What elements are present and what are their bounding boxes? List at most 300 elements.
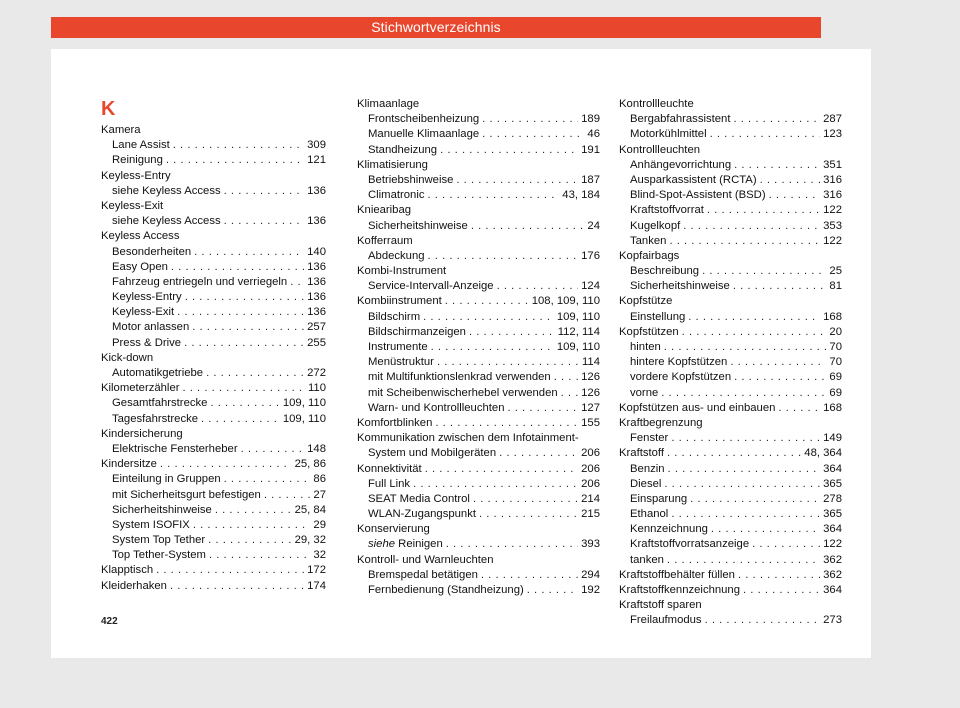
index-entry-term: Kombiinstrument bbox=[357, 295, 442, 308]
dot-leader bbox=[690, 492, 820, 507]
index-entry-term: Kontrollleuchte bbox=[619, 98, 694, 110]
index-entry-term: WLAN-Zugangspunkt bbox=[368, 508, 476, 521]
dot-leader bbox=[743, 583, 820, 598]
dot-leader bbox=[669, 234, 820, 249]
index-entry-term: Klimatisierung bbox=[357, 158, 428, 171]
index-entry bbox=[101, 396, 326, 411]
index-heading bbox=[101, 229, 326, 244]
index-entry bbox=[619, 537, 842, 552]
index-entry bbox=[101, 412, 326, 427]
index-entry bbox=[619, 219, 842, 234]
index-entry-term: System und Mobilgeräten bbox=[368, 447, 497, 460]
index-entry-page: 114 bbox=[581, 356, 600, 369]
index-entry-term: Kraftstoff sparen bbox=[619, 599, 702, 612]
dot-leader bbox=[473, 492, 578, 507]
index-entry bbox=[619, 370, 842, 385]
index-entry-page: 215 bbox=[581, 508, 600, 521]
index-column-3 bbox=[619, 97, 842, 629]
index-entry-page: 122 bbox=[823, 204, 842, 217]
index-entry-term: Motor anlassen bbox=[112, 321, 190, 334]
index-heading bbox=[357, 522, 600, 537]
index-entry bbox=[101, 320, 326, 335]
index-entry bbox=[101, 245, 326, 260]
dot-leader bbox=[778, 401, 820, 416]
index-entry-page: 278 bbox=[823, 492, 842, 505]
index-entry-page: 109, 110 bbox=[282, 397, 326, 410]
dot-leader bbox=[185, 290, 304, 305]
index-entry bbox=[101, 503, 326, 518]
index-entry-term: Bildschirmanzeigen bbox=[368, 325, 466, 338]
index-heading bbox=[101, 351, 326, 366]
index-entry-term: Komfortblinken bbox=[357, 416, 433, 429]
index-entry-term: Abdeckung bbox=[368, 249, 425, 262]
index-entry-term: Bildschirm bbox=[368, 310, 421, 323]
index-entry-page: 255 bbox=[307, 336, 326, 349]
index-entry bbox=[619, 583, 842, 598]
index-entry-term: Kraftstoff bbox=[619, 447, 664, 460]
index-entry-page: 136 bbox=[307, 260, 326, 273]
dot-leader bbox=[440, 143, 578, 158]
dot-leader bbox=[166, 153, 304, 168]
index-entry-term: Ausparkassistent (RCTA) bbox=[630, 173, 757, 186]
index-entry-page: 272 bbox=[307, 367, 326, 379]
index-entry-term: Press & Drive bbox=[112, 336, 182, 349]
index-entry bbox=[619, 401, 842, 416]
index-entry-page: 364 bbox=[823, 584, 842, 596]
index-heading bbox=[101, 199, 326, 214]
index-heading bbox=[619, 143, 842, 158]
dot-leader bbox=[170, 579, 304, 594]
page-number: 422 bbox=[101, 616, 118, 627]
dot-leader bbox=[671, 507, 820, 522]
index-entry-term: Menüstruktur bbox=[368, 356, 434, 369]
dot-leader bbox=[193, 518, 311, 533]
index-entry bbox=[619, 310, 842, 325]
index-heading bbox=[357, 97, 600, 112]
dot-leader bbox=[445, 294, 529, 309]
index-entry-page: 32 bbox=[313, 549, 326, 562]
index-entry-term: System Top Tether bbox=[112, 534, 206, 547]
dot-leader bbox=[431, 340, 554, 355]
dot-leader bbox=[209, 548, 310, 563]
index-entry-term: Kniearibag bbox=[357, 204, 412, 217]
index-heading bbox=[619, 416, 842, 431]
index-entry-term: Kilometerzähler bbox=[101, 382, 180, 395]
index-entry-page: 46 bbox=[587, 128, 600, 141]
index-entry-page: 25 bbox=[829, 265, 842, 278]
index-entry-term: Keyless Access bbox=[101, 230, 180, 243]
index-entry-page: 70 bbox=[829, 341, 842, 353]
index-entry-page: 206 bbox=[581, 477, 600, 490]
index-entry-term: Climatronic bbox=[368, 189, 425, 202]
index-entry-page: 69 bbox=[829, 386, 842, 399]
index-entry-term: mit Scheibenwischerhebel verwenden bbox=[368, 386, 558, 399]
dot-leader bbox=[428, 188, 560, 203]
index-entry-term: Kopfstütze bbox=[619, 295, 673, 308]
index-entry-term: Lane Assist bbox=[112, 139, 170, 152]
index-entry bbox=[357, 446, 600, 461]
index-entry-term: Kleiderhaken bbox=[101, 579, 167, 592]
index-entry-term: Freilaufmodus bbox=[630, 614, 702, 627]
index-entry bbox=[619, 446, 842, 461]
index-entry-term: Ethanol bbox=[630, 508, 669, 521]
index-entry-term: Kraftstoffbehälter füllen bbox=[619, 568, 735, 581]
dot-leader bbox=[705, 613, 821, 628]
index-entry-term: Reinigung bbox=[112, 154, 163, 167]
index-entry-term: Kontroll- und Warnleuchten bbox=[357, 553, 494, 566]
index-entry bbox=[101, 548, 326, 563]
index-entry-term: Klapptisch bbox=[101, 564, 154, 577]
index-entry-page: 122 bbox=[823, 234, 842, 247]
index-entry-term: Kindersicherung bbox=[101, 427, 183, 440]
dot-leader bbox=[290, 275, 304, 290]
index-entry-term: siehe Keyless Access bbox=[112, 184, 221, 197]
index-entry-page: 127 bbox=[581, 401, 600, 414]
index-entry-page: 189 bbox=[581, 113, 600, 126]
dot-leader bbox=[469, 325, 555, 340]
index-entry-term: Easy Open bbox=[112, 260, 168, 273]
index-entry-term: Kennzeichnung bbox=[630, 523, 708, 536]
index-entry-page: 25, 84 bbox=[294, 503, 326, 516]
dot-leader bbox=[160, 457, 292, 472]
dot-leader bbox=[456, 173, 578, 188]
index-entry-term: Betriebshinweise bbox=[368, 173, 454, 186]
index-entry-term: Service-Intervall-Anzeige bbox=[368, 280, 494, 293]
index-entry-page: 86 bbox=[313, 473, 326, 486]
index-entry-page: 70 bbox=[829, 356, 842, 369]
dot-leader bbox=[194, 245, 304, 260]
index-entry-term: Fernbedienung (Standheizung) bbox=[368, 584, 524, 596]
index-entry-page: 109, 110 bbox=[556, 341, 600, 353]
index-entry-page: 393 bbox=[581, 538, 600, 551]
dot-leader bbox=[224, 184, 305, 199]
dot-leader bbox=[423, 310, 554, 325]
index-entry-page: 148 bbox=[307, 442, 326, 455]
dot-leader bbox=[224, 472, 311, 487]
index-entry-page: 43, 184 bbox=[562, 189, 600, 202]
dot-leader bbox=[710, 127, 821, 142]
index-entry-page: 206 bbox=[581, 447, 600, 460]
dot-leader bbox=[208, 533, 291, 548]
dot-leader bbox=[184, 336, 304, 351]
index-heading bbox=[357, 553, 600, 568]
index-entry-page: 364 bbox=[823, 523, 842, 536]
index-entry-term: Warn- und Kontrollleuchten bbox=[368, 401, 505, 414]
index-entry bbox=[101, 336, 326, 351]
index-entry bbox=[357, 340, 600, 355]
index-entry-term: vorne bbox=[630, 386, 659, 399]
index-entry-page: 140 bbox=[307, 245, 326, 258]
dot-leader bbox=[192, 320, 304, 335]
index-entry-page: 108, 109, 110 bbox=[531, 295, 600, 308]
index-entry bbox=[619, 355, 842, 370]
index-entry-page: 206 bbox=[581, 462, 600, 475]
index-entry-page: 155 bbox=[581, 416, 600, 429]
index-entry bbox=[101, 275, 326, 290]
index-entry-term: tanken bbox=[630, 553, 664, 566]
index-entry bbox=[619, 613, 842, 628]
dot-leader bbox=[760, 173, 821, 188]
index-entry-term: Kommunikation zwischen dem Infotainment- bbox=[357, 432, 579, 445]
index-entry-term: Diesel bbox=[630, 477, 662, 490]
index-entry-term: Standheizung bbox=[368, 143, 438, 156]
dot-leader bbox=[499, 446, 578, 461]
index-entry-term: Kraftbegrenzung bbox=[619, 416, 703, 429]
index-entry-term: Manuelle Klimaanlage bbox=[368, 128, 480, 141]
index-entry-term: Kamera bbox=[101, 124, 141, 136]
index-entry bbox=[619, 340, 842, 355]
index-entry-term: Fahrzeug entriegeln und verriegeln bbox=[112, 275, 288, 288]
dot-leader bbox=[241, 442, 305, 457]
index-entry-term: Kombi-Instrument bbox=[357, 265, 447, 278]
index-entry-page: 109, 110 bbox=[282, 412, 326, 425]
index-entry-page: 351 bbox=[823, 158, 842, 171]
dot-leader bbox=[177, 305, 304, 320]
index-entry-term: Keyless-Exit bbox=[112, 306, 175, 319]
index-entry bbox=[619, 158, 842, 173]
index-entry bbox=[357, 249, 600, 264]
index-heading bbox=[101, 169, 326, 184]
index-entry bbox=[357, 112, 600, 127]
index-entry-term: Keyless-Exit bbox=[101, 199, 164, 212]
index-entry bbox=[357, 310, 600, 325]
dot-leader bbox=[711, 522, 820, 537]
index-entry-term: siehe Keyless Access bbox=[112, 215, 221, 228]
index-entry bbox=[619, 264, 842, 279]
dot-leader bbox=[554, 370, 578, 385]
index-entry-term: Bergabfahrassistent bbox=[630, 113, 731, 126]
index-entry bbox=[101, 563, 326, 578]
index-entry bbox=[357, 386, 600, 401]
index-entry bbox=[619, 507, 842, 522]
dot-leader bbox=[769, 188, 821, 203]
index-entry-text: Reinigen bbox=[398, 538, 443, 551]
index-entry-term: Konnektivität bbox=[357, 462, 422, 475]
index-entry-term: SEAT Media Control bbox=[368, 492, 470, 505]
index-entry-page: 122 bbox=[823, 538, 842, 551]
index-page bbox=[51, 49, 871, 658]
index-entry-page: 172 bbox=[307, 564, 326, 577]
index-entry-page: 257 bbox=[307, 321, 326, 334]
index-entry-term: Kick-down bbox=[101, 351, 154, 364]
dot-leader bbox=[733, 112, 820, 127]
index-entry bbox=[357, 294, 600, 309]
index-entry bbox=[619, 386, 842, 401]
index-entry-term: Besonderheiten bbox=[112, 245, 192, 258]
index-entry-term: Kopfstützen aus- und einbauen bbox=[619, 401, 776, 414]
index-entry-term: Kofferraum bbox=[357, 234, 413, 247]
index-entry bbox=[357, 325, 600, 340]
index-entry-page: 364 bbox=[823, 462, 842, 475]
index-heading bbox=[357, 158, 600, 173]
dot-leader bbox=[734, 370, 826, 385]
index-entry bbox=[619, 431, 842, 446]
index-heading bbox=[619, 294, 842, 309]
dot-leader bbox=[471, 219, 585, 234]
index-heading bbox=[619, 249, 842, 264]
dot-leader bbox=[734, 158, 820, 173]
index-entry bbox=[619, 234, 842, 249]
index-entry-page: 365 bbox=[823, 477, 842, 490]
dot-leader bbox=[561, 386, 578, 401]
index-entry bbox=[357, 173, 600, 188]
index-entry-term: Klimaanlage bbox=[357, 98, 420, 110]
index-entry bbox=[101, 579, 326, 594]
dot-leader bbox=[664, 340, 827, 355]
dot-leader bbox=[224, 214, 305, 229]
index-entry-term: Sicherheitshinweise bbox=[368, 219, 468, 232]
index-entry-term: Kontrollleuchten bbox=[619, 143, 701, 156]
index-entry-page: 123 bbox=[823, 128, 842, 141]
index-entry-term: Bremspedal betätigen bbox=[368, 568, 478, 581]
index-entry bbox=[619, 325, 842, 340]
dot-leader bbox=[730, 355, 826, 370]
index-entry bbox=[101, 184, 326, 199]
index-entry bbox=[619, 477, 842, 492]
dot-leader bbox=[507, 401, 578, 416]
index-entry-term: Anhängevorrichtung bbox=[630, 158, 732, 171]
dot-leader bbox=[206, 366, 304, 381]
dot-leader bbox=[738, 568, 820, 583]
index-entry-term: Kopfstützen bbox=[619, 325, 679, 338]
index-entry-page: 192 bbox=[581, 584, 600, 596]
index-entry bbox=[619, 492, 842, 507]
index-entry-page: 353 bbox=[823, 219, 842, 232]
index-entry-term: Automatikgetriebe bbox=[112, 367, 204, 379]
index-entry bbox=[101, 290, 326, 305]
dot-leader bbox=[428, 249, 579, 264]
dot-leader bbox=[156, 563, 304, 578]
index-entry bbox=[101, 366, 326, 381]
index-entry bbox=[101, 381, 326, 396]
index-entry bbox=[357, 537, 600, 552]
index-entry bbox=[619, 522, 842, 537]
index-column-1 bbox=[101, 123, 326, 594]
index-entry bbox=[619, 188, 842, 203]
index-entry-page: 24 bbox=[587, 219, 600, 232]
index-heading bbox=[101, 427, 326, 442]
dot-leader bbox=[688, 310, 820, 325]
index-entry-term: Kopfairbags bbox=[619, 249, 680, 262]
index-entry bbox=[619, 127, 842, 142]
index-entry bbox=[101, 472, 326, 487]
index-entry bbox=[101, 305, 326, 320]
index-entry-term: mit Multifunktionslenkrad verwenden bbox=[368, 371, 551, 384]
index-entry-term: vordere Kopfstützen bbox=[630, 371, 732, 384]
index-entry-page: 29 bbox=[313, 518, 326, 531]
dot-leader bbox=[264, 488, 311, 503]
dot-leader bbox=[201, 412, 280, 427]
index-entry-page: 214 bbox=[581, 492, 600, 505]
index-entry bbox=[101, 518, 326, 533]
index-entry bbox=[357, 416, 600, 431]
index-entry bbox=[619, 553, 842, 568]
index-entry-page: 112, 114 bbox=[557, 325, 600, 338]
index-entry-page: 81 bbox=[829, 280, 842, 293]
index-entry-term: Instrumente bbox=[368, 341, 428, 353]
index-entry bbox=[101, 138, 326, 153]
index-entry-term: Kraftstoffkennzeichnung bbox=[619, 584, 741, 596]
dot-leader bbox=[667, 553, 820, 568]
dot-leader bbox=[733, 279, 827, 294]
index-entry bbox=[357, 462, 600, 477]
index-entry-page: 136 bbox=[307, 275, 326, 288]
index-entry-term: mit Sicherheitsgurt befestigen bbox=[112, 488, 261, 501]
index-entry-page: 294 bbox=[581, 568, 600, 581]
index-entry bbox=[357, 370, 600, 385]
index-entry-page: 126 bbox=[581, 386, 600, 399]
index-entry-page: 316 bbox=[823, 189, 842, 202]
index-entry-term: Einstellung bbox=[630, 310, 686, 323]
dot-leader bbox=[671, 431, 820, 446]
index-entry-page: 149 bbox=[823, 432, 842, 445]
index-entry-term: Fenster bbox=[630, 432, 669, 445]
dot-leader bbox=[182, 381, 305, 396]
index-entry bbox=[357, 219, 600, 234]
index-entry-term: System ISOFIX bbox=[112, 518, 190, 531]
index-entry-term: Kugelkopf bbox=[630, 219, 681, 232]
index-entry-page: 121 bbox=[307, 154, 326, 167]
index-heading bbox=[619, 598, 842, 613]
index-entry bbox=[357, 127, 600, 142]
index-entry-term: hintere Kopfstützen bbox=[630, 356, 728, 369]
index-entry-page: 126 bbox=[581, 371, 600, 384]
index-entry-page: 136 bbox=[307, 184, 326, 197]
index-entry-page: 362 bbox=[823, 553, 842, 566]
dot-leader bbox=[683, 219, 820, 234]
index-heading bbox=[357, 431, 600, 446]
index-entry-page: 109, 110 bbox=[556, 310, 600, 323]
index-entry-term: Einsparung bbox=[630, 492, 688, 505]
index-entry-page: 273 bbox=[823, 614, 842, 627]
dot-leader bbox=[752, 537, 820, 552]
index-entry-page: 110 bbox=[307, 382, 326, 395]
index-entry-page: 136 bbox=[307, 291, 326, 304]
index-entry-term: hinten bbox=[630, 341, 661, 353]
index-entry bbox=[357, 568, 600, 583]
index-entry bbox=[357, 279, 600, 294]
dot-leader bbox=[446, 537, 578, 552]
dot-leader bbox=[668, 462, 821, 477]
index-entry-term: Motorkühlmittel bbox=[630, 128, 707, 141]
index-entry-term: Tanken bbox=[630, 234, 667, 247]
index-entry-term: Kindersitze bbox=[101, 458, 157, 471]
section-letter: K bbox=[101, 98, 116, 120]
dot-leader bbox=[661, 386, 826, 401]
index-entry-term: Einteilung in Gruppen bbox=[112, 473, 221, 486]
index-heading bbox=[357, 203, 600, 218]
dot-leader bbox=[425, 462, 578, 477]
dot-leader bbox=[482, 127, 584, 142]
index-entry bbox=[101, 457, 326, 472]
index-heading bbox=[357, 234, 600, 249]
index-entry-page: 27 bbox=[313, 488, 326, 501]
index-entry-page: 174 bbox=[307, 579, 326, 592]
index-entry bbox=[357, 507, 600, 522]
index-entry bbox=[619, 568, 842, 583]
index-entry bbox=[101, 214, 326, 229]
index-entry bbox=[357, 355, 600, 370]
dot-leader bbox=[682, 325, 827, 340]
dot-leader bbox=[210, 396, 279, 411]
index-entry-term: Sicherheitshinweise bbox=[630, 280, 730, 293]
dot-leader bbox=[497, 279, 579, 294]
dot-leader bbox=[215, 503, 292, 518]
dot-leader bbox=[702, 264, 826, 279]
dot-leader bbox=[413, 477, 578, 492]
index-entry-term: Elektrische Fensterheber bbox=[112, 442, 238, 455]
dot-leader bbox=[435, 416, 578, 431]
